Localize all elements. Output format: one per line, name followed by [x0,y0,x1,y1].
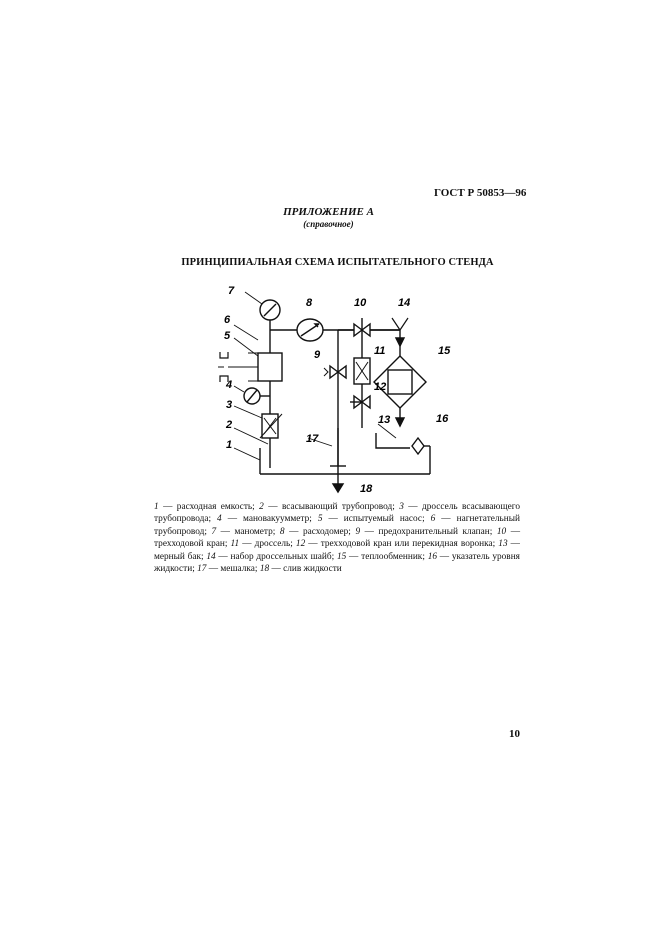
pump-5 [258,353,282,381]
legend-text: расходная емкость [176,502,253,512]
legend-num: 1 [154,502,159,512]
label-6: 6 [224,314,231,326]
legend-num: 12 [295,539,306,550]
legend-num: 3 [399,502,404,512]
legend-num: 8 [279,526,285,537]
legend-num: 17 [197,564,207,575]
label-12: 12 [374,381,387,393]
label-11: 11 [374,345,386,357]
label-4: 4 [226,379,233,391]
label-8: 8 [306,297,313,309]
legend-text: слив жидкости [283,564,342,575]
legend-num: 13 [498,539,508,550]
label-14: 14 [398,297,411,309]
label-17: 17 [306,433,319,445]
legend-num: 10 [496,526,507,537]
label-3: 3 [226,399,233,411]
legend-text: всасывающий трубопровод [281,502,393,512]
label-9: 9 [314,349,321,361]
label-13: 13 [378,414,391,426]
legend-num: 2 [259,502,264,512]
label-7: 7 [228,285,235,297]
label-5: 5 [224,330,231,342]
legend-caption [154,501,520,575]
legend-num: 5 [317,514,323,525]
legend-text: предохранительный клапан [378,526,490,537]
label-18: 18 [360,483,373,495]
legend-num: 18 [259,564,270,575]
label-10: 10 [354,297,367,309]
legend-text: дроссель всасывающего трубопровода [154,502,520,525]
level-indicator-16 [412,438,424,454]
appendix-subtitle: (справочное) [303,219,354,229]
legend-text: мановакуумметр [243,514,310,525]
legend-num: 9 [355,526,361,537]
legend-line-1: 1 — расходная емкость; 2 — всасывающий трубопровод; 3 — дроссель всасывающего трубопровода; 4 — мановакуумметр; 5 — испытуемый насос; 6 — нагнетательный трубопровод; 7 — манометр; 8 — расходомер; 9 — предохранительный клапан; 10 — трехходовой кран; 11 — дроссель; 12 — трехходовой кран или перекидная воронка; 13 — мерный бак; 14 — набор дроссельных шайб; 15 — теплообменник; 16 — указатель уровня жидкости; 17 — мешалка; 18 — слив жидкости [154,502,520,575]
legend-num: 4 [217,514,222,525]
appendix-title: ПРИЛОЖЕНИЕ А [283,206,374,218]
label-2: 2 [226,419,233,431]
legend-text: испытуемый насос [343,514,423,525]
legend-num: 11 [230,539,240,550]
document-code: ГОСТ Р 50853—96 [434,187,527,199]
legend-text: мешалка [220,564,255,575]
legend-text: манометр [234,526,273,537]
appendix-heading [0,206,661,229]
legend-text: нагнетательный трубопровод [154,514,520,537]
legend-text: расходомер [302,526,349,537]
legend-text: трехходовой кран или перекидная воронка [320,539,493,550]
legend-text: мерный бак [154,551,201,562]
throttle-washers-14 [392,318,408,330]
scheme-title: ПРИНЦИПИАЛЬНАЯ СХЕМА ИСПЫТАТЕЛЬНОГО СТЕНДА [181,257,494,268]
legend-num: 15 [337,551,347,562]
legend-num: 7 [211,526,217,537]
label-16: 16 [436,413,449,425]
legend-text: трехходовой кран [154,539,225,550]
legend-text: указатель уровня жидкости [154,551,520,575]
test-stand-diagram [200,278,480,498]
label-15: 15 [438,345,451,357]
legend-text: теплообменник [361,551,423,562]
legend-num: 16 [427,551,437,562]
drain-18 [333,484,343,492]
label-1: 1 [226,439,233,451]
legend-text: дроссель [254,539,291,550]
page-number: 10 [509,728,520,740]
legend-num: 14 [206,551,216,562]
legend-num: 6 [430,514,436,525]
legend-text: набор дроссельных шайб [230,551,332,562]
